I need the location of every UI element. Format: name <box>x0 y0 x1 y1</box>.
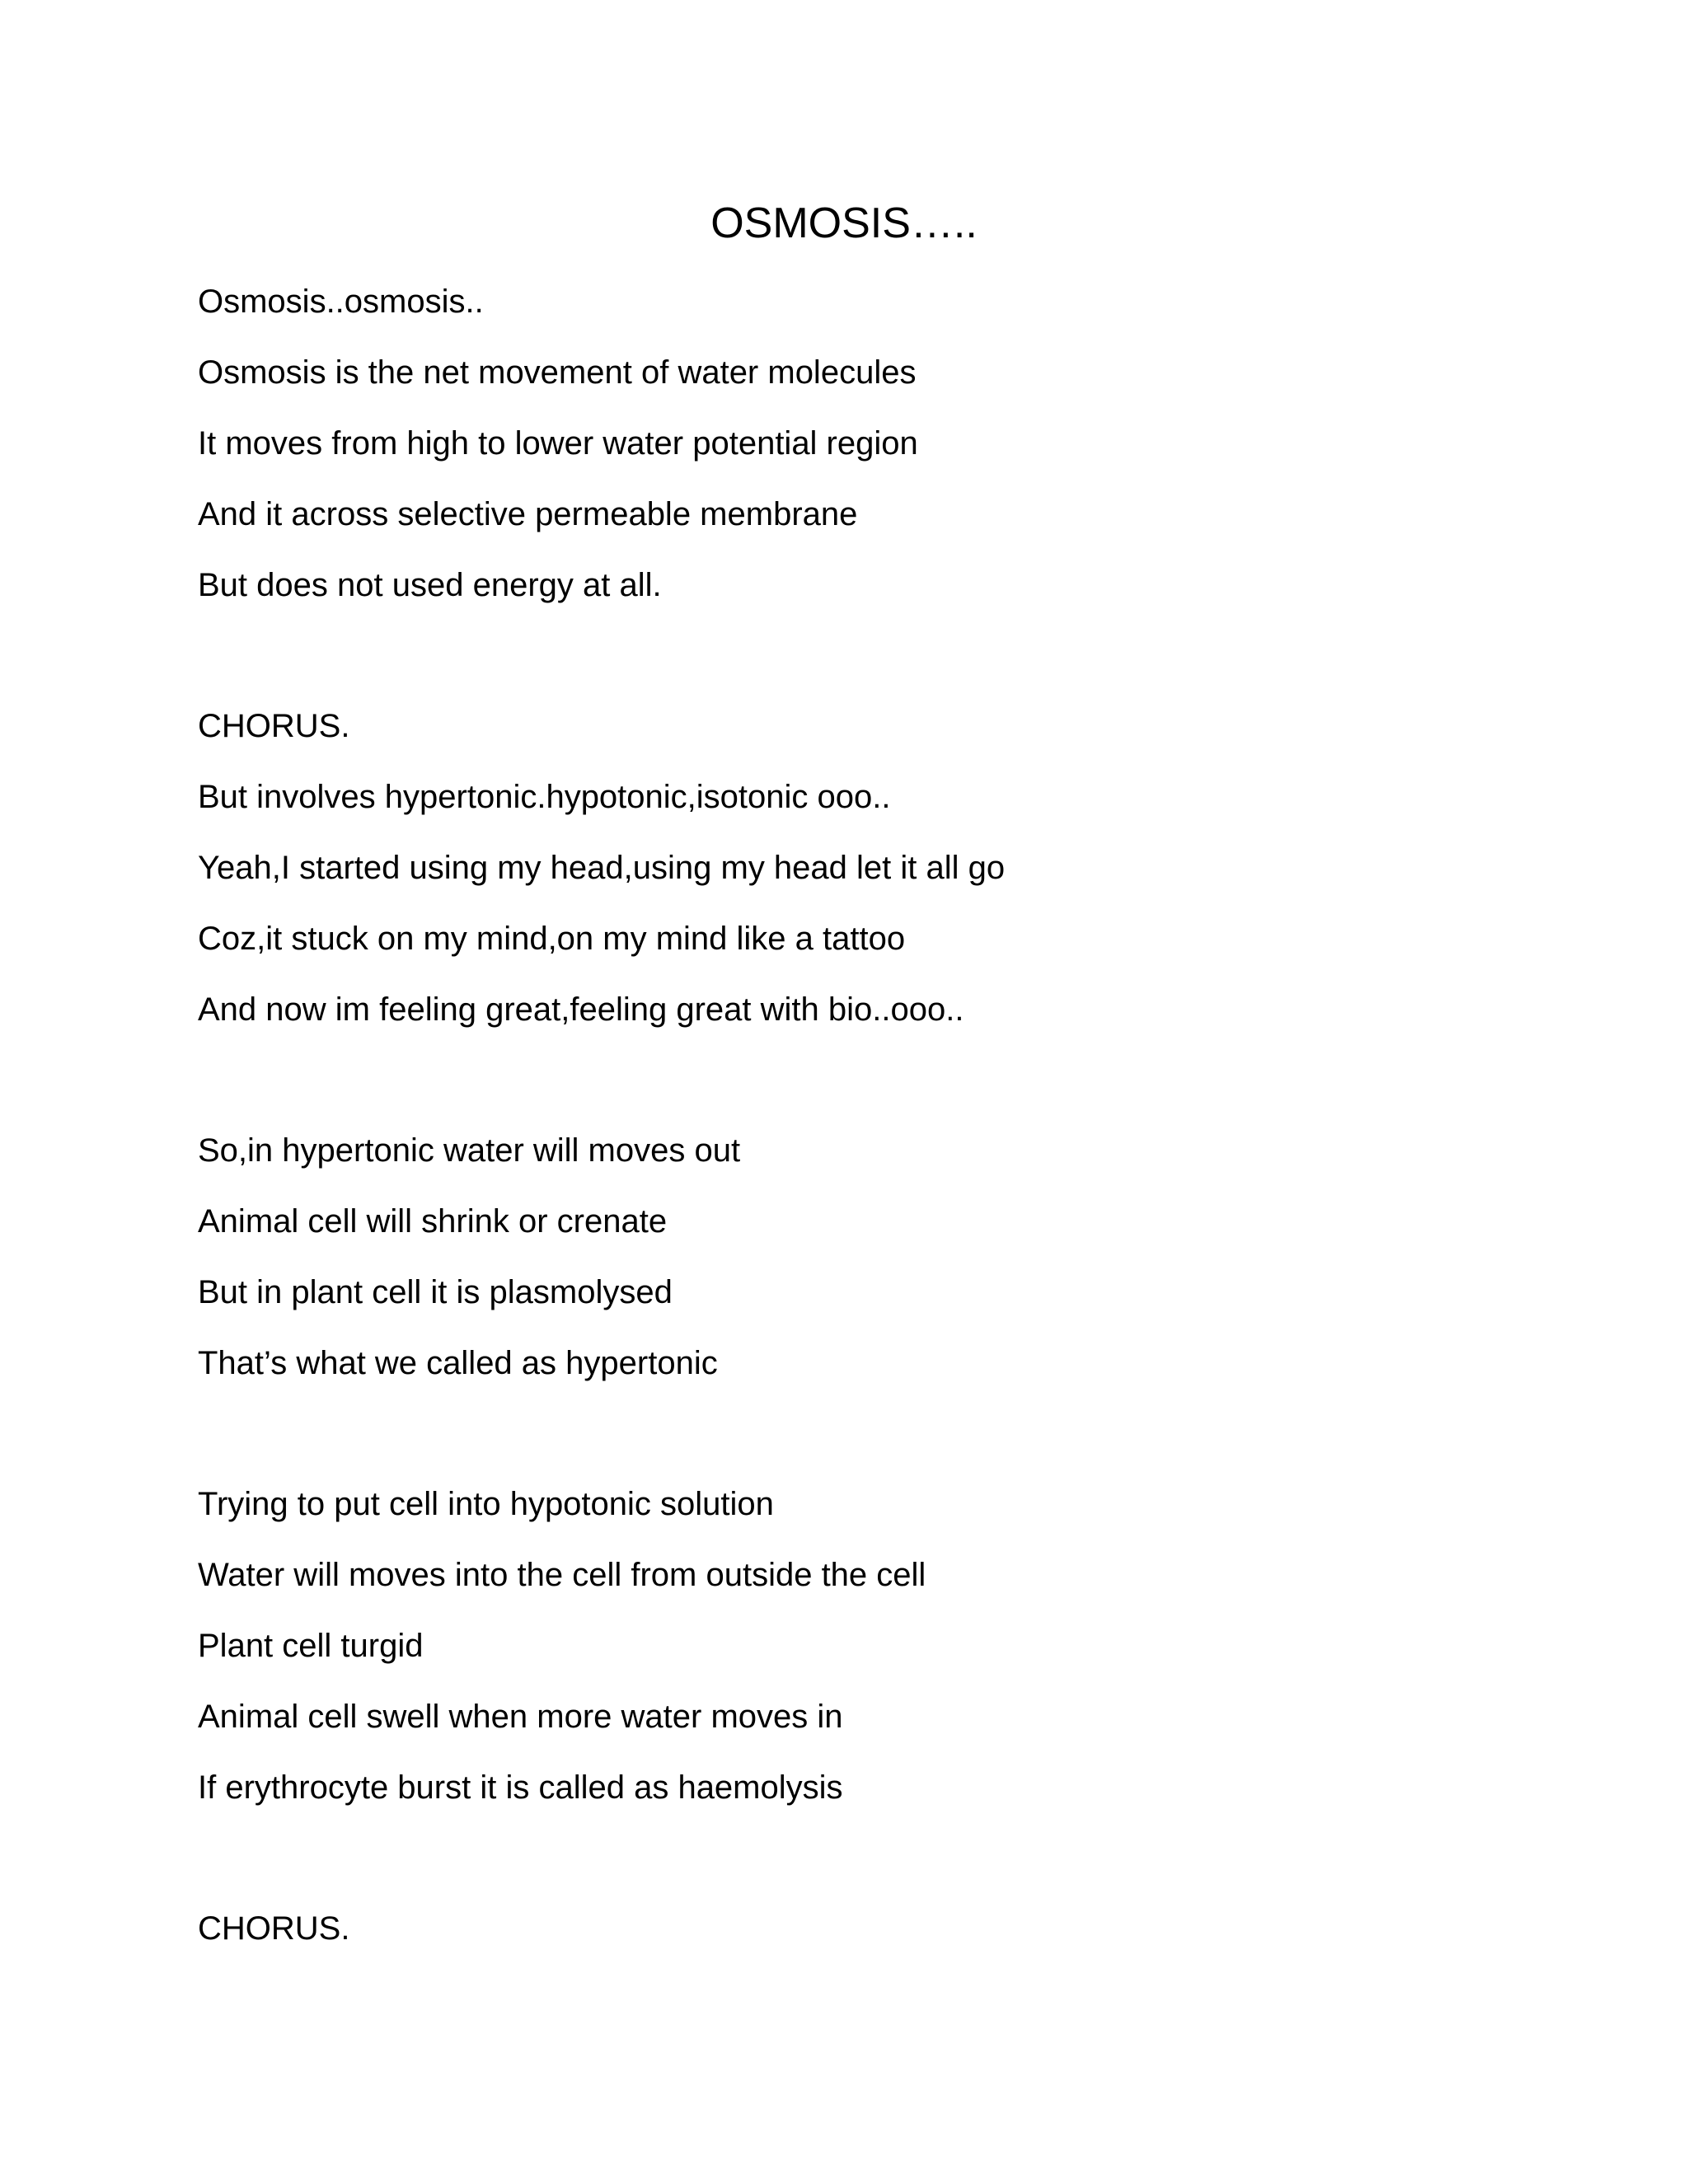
chorus-line-1: But involves hypertonic.hypotonic,isotonic ooo.. <box>198 779 891 815</box>
verse3-line-1: Trying to put cell into hypotonic solution <box>198 1486 774 1522</box>
verse1-line-4: And it across selective permeable membrane <box>198 496 858 532</box>
verse3-line-4: Animal cell swell when more water moves in <box>198 1699 843 1735</box>
verse3-line-3: Plant cell turgid <box>198 1628 424 1664</box>
chorus-line-2: Yeah,I started using my head,using my head let it all go <box>198 850 1006 886</box>
verse2-line-4: That’s what we called as hypertonic <box>198 1345 718 1381</box>
chorus-line-4: And now im feeling great,feeling great with bio..ooo.. <box>198 991 964 1028</box>
page-title: OSMOSIS….. <box>710 199 978 247</box>
verse3-line-2: Water will moves into the cell from outside the cell <box>198 1557 926 1593</box>
verse1-line-5: But does not used energy at all. <box>198 567 662 603</box>
verse2-line-2: Animal cell will shrink or crenate <box>198 1203 668 1240</box>
verse2-line-1: So,in hypertonic water will moves out <box>198 1132 741 1169</box>
chorus-line-3: Coz,it stuck on my mind,on my mind like a tattoo <box>198 921 906 957</box>
verse2-line-3: But in plant cell it is plasmolysed <box>198 1274 673 1310</box>
chorus-repeat-heading: CHORUS. <box>198 1910 350 1947</box>
chorus-heading: CHORUS. <box>198 708 350 744</box>
verse1-line-2: Osmosis is the net movement of water molecules <box>198 354 917 391</box>
verse1-line-3: It moves from high to lower water potential region <box>198 425 918 462</box>
verse3-line-5: If erythrocyte burst it is called as haemolysis <box>198 1769 843 1806</box>
verse1-line-1: Osmosis..osmosis.. <box>198 284 484 320</box>
